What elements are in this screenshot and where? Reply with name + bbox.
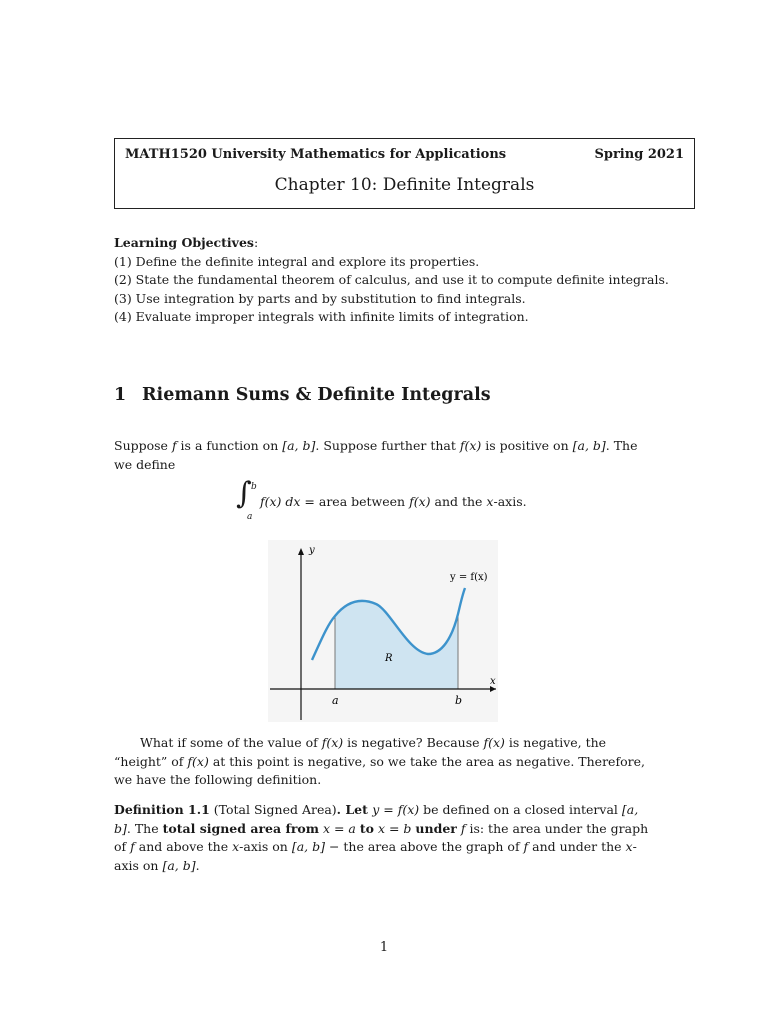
text-run: is: the area under the graph of — [114, 820, 649, 854]
math-fx: f(x) — [321, 735, 344, 750]
math-x: x — [625, 839, 633, 854]
math-fx: f(x) — [483, 735, 505, 750]
definition-label: Definition 1.1 — [114, 802, 210, 817]
negative-area-paragraph — [114, 734, 659, 790]
definition-block — [114, 801, 659, 875]
integral-sign: ∫ — [236, 476, 252, 511]
objective-item: (2) State the fundamental theorem of calculus, and use it to compute definite integrals. — [114, 272, 669, 287]
math-f: f — [456, 820, 466, 836]
formula-body — [260, 494, 527, 509]
upper-limit: b — [251, 482, 257, 492]
area-figure — [268, 540, 498, 722]
text-run: and under the — [528, 839, 626, 854]
curve-label: y = f(x) — [450, 572, 488, 583]
text-run: -axis. — [493, 494, 527, 509]
math-fx: f(x) — [459, 438, 482, 453]
text-run: . The we define — [114, 438, 638, 472]
text-run: is positive on — [481, 438, 573, 453]
math-fx: f(x) — [187, 753, 209, 769]
chapter-title: Chapter 10: Definite Integrals — [274, 175, 535, 195]
math-x: x — [232, 839, 240, 854]
area-figure-svg — [268, 540, 498, 722]
text-run: . The — [126, 820, 163, 836]
integrand: f(x) dx = — [260, 494, 315, 509]
math-interval: [a, b] — [291, 839, 325, 854]
objective-item: (4) Evaluate improper integrals with infinite limits of integration. — [114, 309, 529, 324]
objective-item: (3) Use integration by parts and by substitution to find integrals. — [114, 290, 526, 306]
term-label: Spring 2021 — [594, 147, 684, 162]
section-heading — [114, 385, 491, 405]
math-xa: x = a — [318, 820, 360, 836]
b-label: b — [455, 694, 463, 707]
lower-limit: a — [247, 512, 253, 522]
course-title: MATH1520 University Mathematics for Applications — [125, 147, 507, 162]
math-f: f — [523, 839, 529, 854]
text-run: at this point is negative, so we take the area as negative. Therefore, we have the following definition. — [114, 753, 645, 787]
text-run: is negative? Because — [343, 735, 484, 750]
text-run: and the — [430, 494, 487, 509]
text-run: . — [195, 857, 200, 873]
learning-objectives — [114, 234, 669, 327]
y-axis-label: y — [309, 545, 315, 556]
course-header-box — [114, 138, 695, 209]
text-run: area between — [314, 494, 410, 509]
objectives-heading: Learning Objectives — [114, 235, 254, 250]
bold-term: total signed area from — [162, 820, 319, 836]
section-number: 1 — [114, 385, 127, 405]
text-run: . Suppose further that — [315, 438, 460, 453]
text-run: What if some of the value of — [140, 735, 322, 750]
text-run: is negative, the “height” of — [114, 735, 607, 769]
math-f: f — [130, 839, 135, 854]
text-run: -axis on — [114, 839, 637, 873]
math-fx: f(x) — [409, 494, 431, 509]
section-title: Riemann Sums & Definite Integrals — [142, 385, 491, 405]
region-label: R — [385, 653, 393, 664]
intro-paragraph — [114, 437, 659, 474]
math-x: x — [486, 494, 494, 509]
math-f: f — [171, 438, 177, 453]
a-label: a — [332, 694, 339, 707]
bold-term: under — [415, 820, 457, 836]
objective-item: (1) Define the definite integral and explore its properties. — [114, 253, 480, 269]
text-run: be defined on a closed interval — [419, 802, 622, 817]
text-run: − the area above the graph of — [324, 839, 524, 854]
text-run: . Let — [336, 802, 373, 817]
text-run: -axis on — [239, 839, 292, 854]
text-run: Suppose — [114, 438, 172, 453]
objectives-heading-line: Learning Objectives: — [114, 235, 259, 250]
math-interval: [a, b] — [162, 857, 196, 873]
math-xb: x = b — [373, 820, 416, 836]
math-yfx: y = f(x) — [372, 802, 420, 817]
bold-term: to — [359, 820, 374, 836]
text-run: is a function on — [176, 438, 283, 453]
definition-name: (Total Signed Area) — [209, 802, 337, 817]
math-interval: [a, b] — [572, 438, 606, 453]
integral-formula — [236, 476, 656, 526]
math-interval: [a, b] — [114, 802, 639, 836]
page-number: 1 — [379, 940, 389, 955]
x-axis-label: x — [490, 676, 496, 687]
math-interval: [a, b] — [282, 438, 316, 453]
text-run: and above the — [134, 839, 233, 854]
